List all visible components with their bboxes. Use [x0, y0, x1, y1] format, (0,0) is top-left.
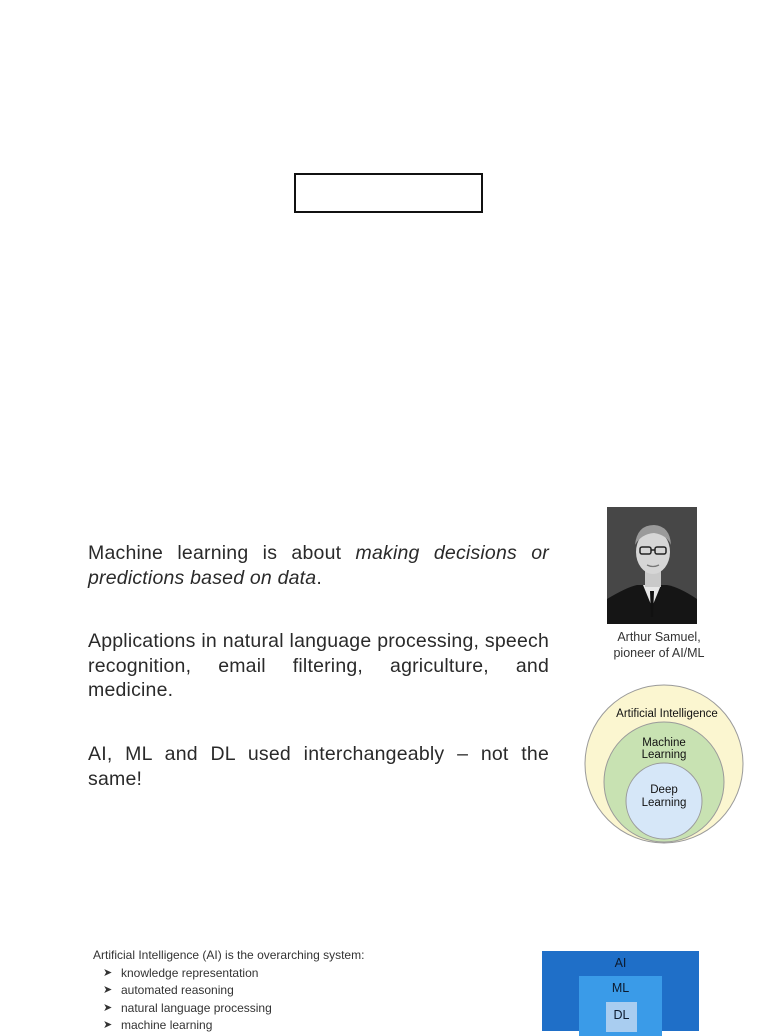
- venn-outer-label: Artificial Intelligence: [616, 708, 718, 720]
- paragraph-ml-definition: [88, 541, 549, 590]
- ai-overview-intro: Artificial Intelligence (AI) is the overarching system:: [93, 948, 365, 962]
- venn-inner-label-2: Learning: [641, 797, 687, 809]
- nested-ai-ml-dl-diagram: [542, 951, 699, 1031]
- venn-inner-label-1: Deep: [650, 784, 678, 796]
- caption-line-2: pioneer of AI/ML: [613, 646, 705, 660]
- arrow-bullet-icon: ➤: [103, 1019, 113, 1031]
- paragraph-applications: Applications in natural language processing, speech recognition, email filtering, agriculture, and medicine.: [88, 630, 549, 701]
- list-item: [103, 982, 513, 1000]
- venn-middle-label-1: Machine: [642, 737, 686, 749]
- list-item: [103, 965, 513, 983]
- photo-caption: [590, 629, 728, 661]
- ai-components-list: [93, 965, 513, 1035]
- ai-ml-dl-venn-diagram: [583, 683, 747, 845]
- list-item-label: machine learning: [121, 1018, 213, 1032]
- ai-overview-list: [93, 947, 513, 1035]
- p1-period: .: [316, 566, 322, 589]
- paragraph-ai-ml-dl: AI, ML and DL used interchangeably – not the same!: [88, 743, 549, 790]
- list-item: [103, 1017, 513, 1035]
- nested-dl-box: [606, 1002, 637, 1032]
- list-item-label: natural language processing: [121, 1000, 272, 1015]
- list-item-label: knowledge representation: [121, 965, 259, 980]
- venn-middle-label-2: Learning: [641, 749, 687, 761]
- nested-ml-box: [579, 976, 662, 1036]
- p1-emphasis: making decisions or predictions based on data: [88, 542, 549, 589]
- arrow-bullet-icon: ➤: [103, 984, 113, 996]
- portrait-photo: [607, 507, 697, 624]
- p1-text: Machine learning is about: [88, 542, 356, 564]
- arrow-bullet-icon: ➤: [103, 1001, 113, 1014]
- list-item: [103, 1000, 513, 1018]
- nested-dl-label: DL: [613, 1008, 630, 1022]
- caption-line-1: Arthur Samuel,: [617, 630, 701, 644]
- nested-ai-label: AI: [614, 956, 627, 970]
- nested-ml-label: ML: [611, 981, 630, 995]
- title-box: [294, 173, 483, 213]
- list-item-label: automated reasoning: [121, 983, 234, 997]
- arrow-bullet-icon: ➤: [103, 966, 113, 979]
